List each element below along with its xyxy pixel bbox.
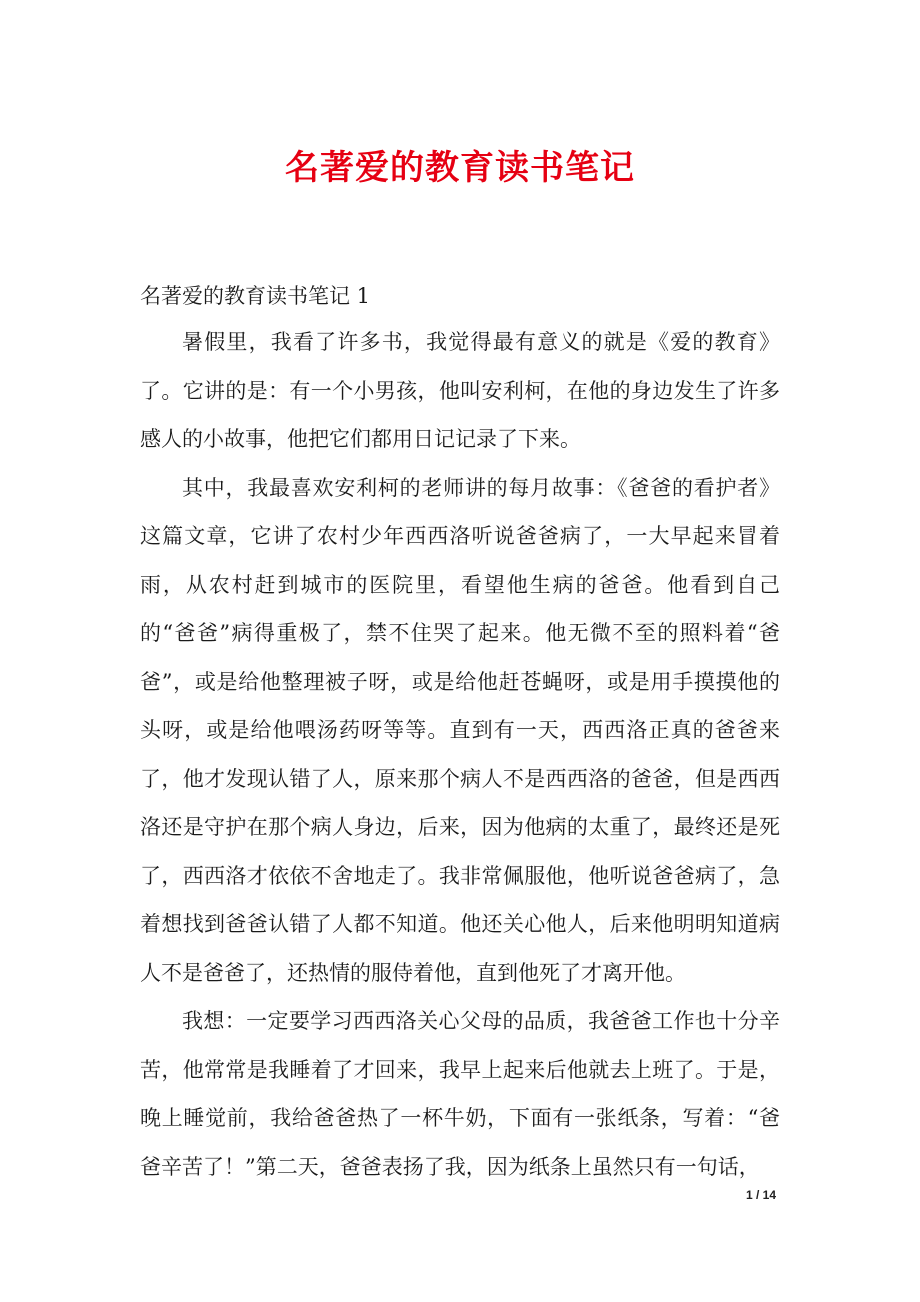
paragraph-1: 暑假里，我看了许多书，我觉得最有意义的就是《爱的教育》了。它讲的是：有一个小男孩，他叫安利柯，在他的身边发生了许多感人的小故事，他把它们都用日记记录了下来。 bbox=[140, 330, 780, 451]
page-indicator: 1 / 14 bbox=[746, 1188, 777, 1202]
body-text bbox=[140, 318, 780, 1191]
paragraph-2: 其中，我最喜欢安利柯的老师讲的每月故事：《爸爸的看护者》这篇文章，它讲了农村少年西西洛听说爸爸病了，一大早起来冒着雨，从农村赶到城市的医院里，看望他生病的爸爸。他看到自己的“爸爸”病得重极了，禁不住哭了起来。他无微不至的照料着“爸爸”，或是给他整理被子呀，或是给他赶苍蝇呀，或是用手摸摸他的头呀，或是给他喂汤药呀等等。直到有一天，西西洛正真的爸爸来了，他才发现认错了人，原来那个病人不是西西洛的爸爸，但是西西洛还是守护在那个病人身边，后来，因为他病的太重了，最终还是死了，西西洛才依依不舍地走了。我非常佩服他，他听说爸爸病了，急着想找到爸爸认错了人都不知道。他还关心他人，后来他明明知道病人不是爸爸了，还热情的服侍着他，直到他死了才离开他。 bbox=[140, 475, 780, 985]
section-heading: 名著爱的教育读书笔记 1 bbox=[140, 284, 371, 308]
document-title: 名著爱的教育读书笔记 bbox=[285, 148, 635, 188]
paragraph-3: 我想：一定要学习西西洛关心父母的品质，我爸爸工作也十分辛苦，他常常是我睡着了才回来，我早上起来后他就去上班了。于是，晚上睡觉前，我给爸爸热了一杯牛奶，下面有一张纸条，写着：“爸爸辛苦了！”第二天，爸爸表扬了我，因为纸条上虽然只有一句话， bbox=[140, 1009, 780, 1179]
